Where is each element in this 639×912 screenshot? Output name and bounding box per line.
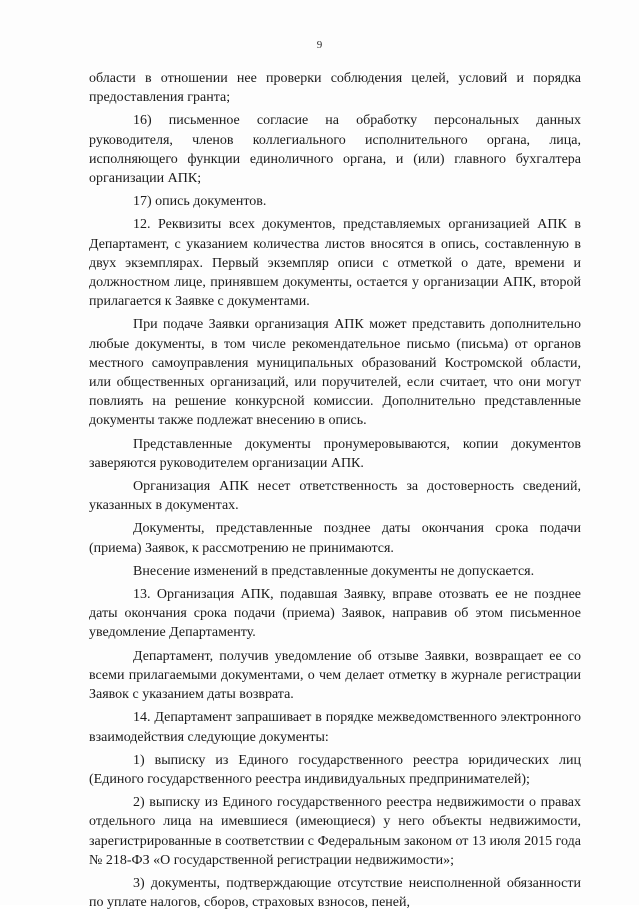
paragraph: 14. Департамент запрашивает в порядке межведомственного электронного взаимодействия следующие документы: xyxy=(89,710,581,745)
paragraph: При подаче Заявки организация АПК может представить дополнительно любые документы, в том числе рекомендательное письмо (письма) от органов местного самоуправления муниципальных образований Костромской области, или общественных организаций, или поручителей, если считает, что они могут повлиять на решение конкурсной комиссии. Дополнительно представленные документы также подлежат внесению в опись. xyxy=(89,317,581,429)
paragraph: Документы, представленные позднее даты окончания срока подачи (приема) Заявок, к рассмотрению не принимаются. xyxy=(89,521,581,556)
paragraph: 1) выписку из Единого государственного реестра юридических лиц (Единого государственного реестра индивидуальных предпринимателей); xyxy=(89,752,581,787)
paragraph: 2) выписку из Единого государственного реестра недвижимости о правах отдельного лица на имевшиеся (имеющиеся) у него объекты недвижимости, зарегистрированные в соответствии с Федеральным законом от 13 июля 2015 года № 218-ФЗ «О государственной регистрации недвижимости»; xyxy=(89,795,581,868)
paragraph: 13. Организация АПК, подавшая Заявку, вправе отозвать ее не позднее даты окончания срока подачи (приема) Заявок, направив об этом письменное уведомление Департаменту. xyxy=(89,587,581,641)
paragraph: Внесение изменений в представленные документы не допускается. xyxy=(133,563,535,579)
paragraph: 16) письменное согласие на обработку персональных данных руководителя, членов коллегиального исполнительного органа, лица, исполняющего функции единоличного органа, и (или) главного бухгалтера организации АПК; xyxy=(89,113,581,187)
paragraph: 12. Реквизиты всех документов, представляемых организацией АПК в Департамент, с указанием количества листов вносятся в опись, составленную в двух экземплярах. Первый экземпляр описи с отметкой о дате, времени и должностном лице, принявшем документы, остается у организации АПК, второй прилагается к Заявке с документами. xyxy=(89,217,581,310)
paragraph: 17) опись документов. xyxy=(133,194,267,210)
document-body xyxy=(89,69,581,912)
paragraph: 3) документы, подтверждающие отсутствие неисполненной обязанности по уплате налогов, сборов, страховых взносов, пеней, xyxy=(89,875,581,911)
paragraph: Организация АПК несет ответственность за достоверность сведений, указанных в документах. xyxy=(89,479,581,514)
page-number: 9 xyxy=(316,39,323,51)
paragraph: Департамент, получив уведомление об отзыве Заявки, возвращает ее со всеми прилагаемыми документами, о чем делает отметку в журнале регистрации Заявок с указанием даты возврата. xyxy=(89,648,581,703)
paragraph: области в отношении нее проверки соблюдения целей, условий и порядка предоставления гранта; xyxy=(89,71,581,106)
paragraph: Представленные документы пронумеровываются, копии документов заверяются руководителем организации АПК. xyxy=(89,436,581,471)
